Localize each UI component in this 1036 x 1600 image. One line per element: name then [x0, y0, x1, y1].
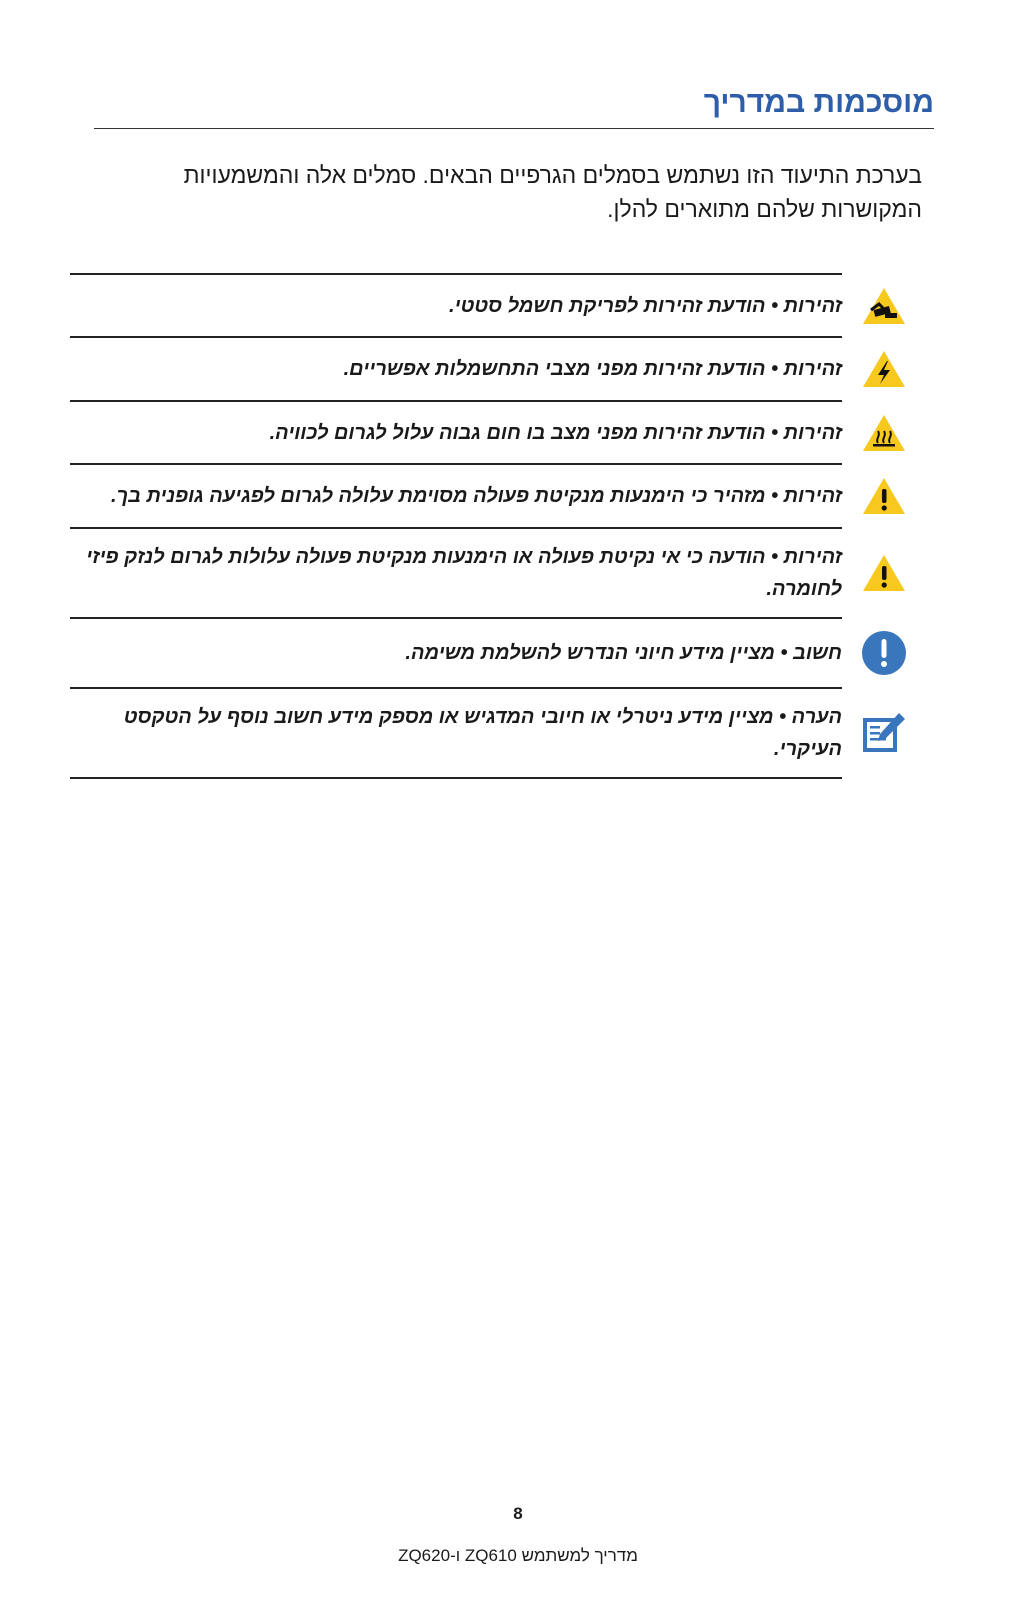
note-row-important [70, 619, 842, 689]
hot-surface-warning-icon [860, 409, 908, 457]
note-text: זהירות • הודעת זהירות מפני מצבי התחשמלות אפשריים. [343, 358, 842, 380]
note-text: זהירות • הודעת זהירות מפני מצב בו חום גבוה עלול לגרום לכוויה. [269, 421, 842, 444]
note-row-note [70, 689, 842, 779]
page-title: מוסכמות במדריך [94, 86, 934, 129]
note-text: זהירות • הודעה כי אי נקיטת פעולה או הימנעות מנקיטת פעולה עלולות לגרום לנזק פיזי לחומרה. [86, 546, 842, 600]
note-text: הערה • מציין מידע ניטרלי או חיובי המדגיש או מספק מידע חשוב נוסף על הטקסט העיקרי. [123, 706, 842, 760]
intro-paragraph: בערכת התיעוד הזו נשתמש בסמלים הגרפיים הבאים. סמלים אלה והמשמעויות המקושרות שלהם מתוארים להלן. [183, 162, 922, 222]
footer-doc-title: מדריך למשתמש ZQ610 ו-ZQ620 [398, 1546, 638, 1565]
electric-shock-warning-icon [860, 345, 908, 393]
note-text: זהירות • מזהיר כי הימנעות מנקיטת פעולה מסוימת עלולה לגרום לפגיעה גופנית בך. [111, 485, 842, 507]
important-info-icon [860, 629, 908, 677]
conventions-table [70, 273, 842, 779]
note-text: חשוב • מציין מידע חיוני הנדרש להשלמת משימה. [405, 642, 842, 664]
note-row-esd [70, 275, 842, 338]
note-pencil-icon [860, 709, 908, 757]
note-row-caution-injury [70, 465, 842, 529]
caution-exclamation-icon [860, 472, 908, 520]
page-number: 8 [513, 1504, 523, 1523]
note-row-caution-hardware [70, 529, 842, 619]
note-row-shock [70, 338, 842, 402]
note-text: זהירות • הודעת זהירות לפריקת חשמל סטטי. [449, 294, 842, 317]
caution-exclamation-icon [860, 549, 908, 597]
esd-warning-icon [860, 282, 908, 330]
note-row-hot [70, 402, 842, 465]
